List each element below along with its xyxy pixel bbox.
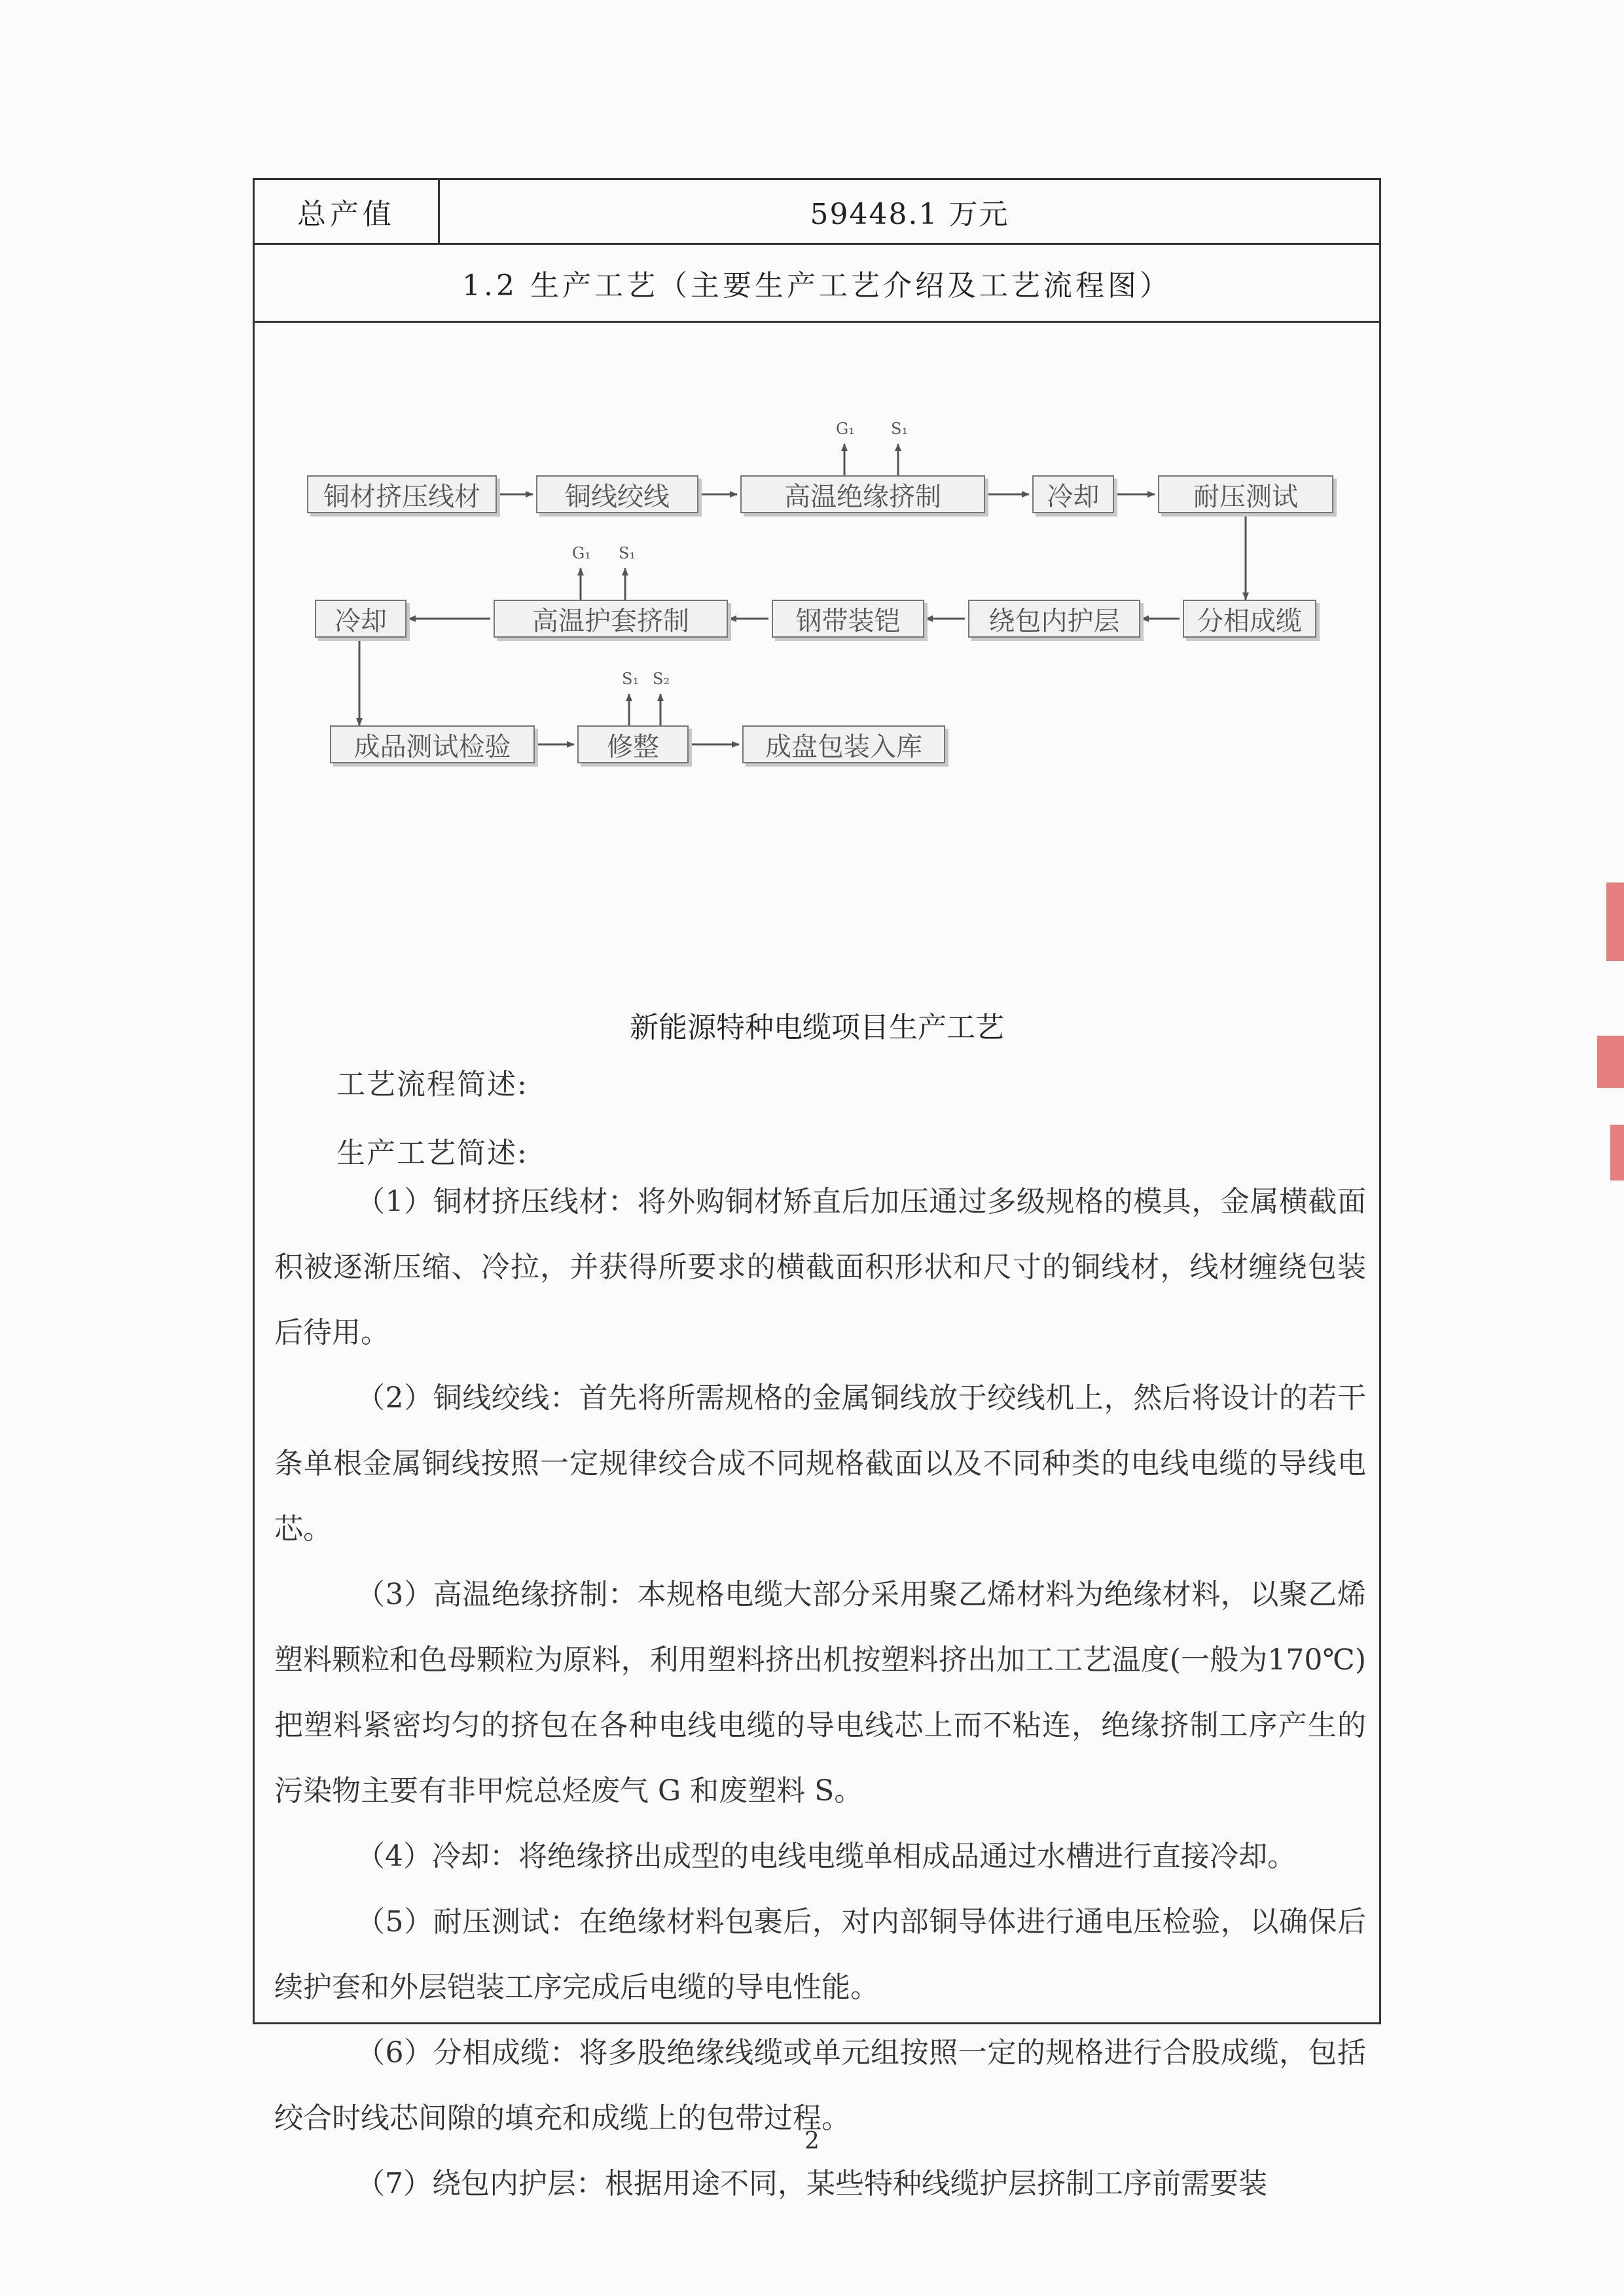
total-output-row [255, 180, 1379, 245]
paragraph-4: （4）冷却：将绝缘挤出成型的电线电缆单相成品通过水槽进行直接冷却。 [356, 1840, 1296, 1873]
flow-step-trimming: 修整 [577, 725, 689, 763]
emission-label: S₁ [622, 670, 640, 688]
flow-step-sheath-extrusion: 高温护套挤制 [494, 600, 728, 638]
emission-label: S₁ [891, 420, 909, 438]
page-number: 2 [804, 2128, 820, 2155]
paragraph-6: （6）分相成缆：将多股绝缘线缆或单元组按照一定的规格进行合股成缆，包括绞合时线芯间隙的填充和成缆上的包带过程。 [274, 2036, 1366, 2135]
paragraph-5: （5）耐压测试：在绝缘材料包裹后，对内部铜导体进行通电压检验，以确保后续护套和外层铠装工序完成后电缆的导电性能。 [274, 1905, 1366, 2004]
total-output-label: 总产值 [255, 180, 440, 243]
flow-step-steel-armoring: 钢带装铠 [772, 600, 924, 638]
paragraph-2: （2）铜线绞线：首先将所需规格的金属铜线放于绞线机上，然后将设计的若干条单根金属铜线按照一定规律绞合成不同规格截面以及不同种类的电线电缆的导线电芯。 [274, 1381, 1366, 1546]
emission-label: G₁ [836, 420, 855, 438]
flow-step-cabling: 分相成缆 [1183, 600, 1316, 638]
paragraph-3: （3）高温绝缘挤制：本规格电缆大部分采用聚乙烯材料为绝缘材料，以聚乙烯塑料颗粒和色母颗粒为原料，利用塑料挤出机按塑料挤出加工工艺温度(一般为170℃)把塑料紧密均匀的挤包在各种电线电缆的导电线芯上而不粘连，绝缘挤制工序产生的污染物主要有非甲烷总烃废气 G 和废塑料 S。 [274, 1578, 1366, 1808]
flow-step-insulation-extrusion: 高温绝缘挤制 [740, 475, 985, 513]
emission-label: S₂ [653, 670, 670, 688]
flowchart-caption: 新能源特种电缆项目生产工艺 [630, 1011, 1004, 1044]
form-table [253, 178, 1381, 2200]
emission-label: S₁ [619, 544, 636, 562]
flow-step-cooling-1: 冷却 [1032, 475, 1114, 513]
flow-step-copper-stranding: 铜线绞线 [536, 475, 698, 513]
flow-step-cooling-2: 冷却 [315, 600, 406, 638]
flowchart-connectors [255, 323, 1383, 977]
flow-step-inner-sheath: 绕包内护层 [968, 600, 1140, 638]
flow-step-voltage-test: 耐压测试 [1158, 475, 1333, 513]
paragraph-7: （7）绕包内护层：根据用途不同，某些特种线缆护层挤制工序前需要装 [356, 2167, 1267, 2200]
paragraph-1: （1）铜材挤压线材：将外购铜材矫直后加压通过多级规格的模具，金属横截面积被逐渐压缩、冷拉，并获得所要求的横截面积形状和尺寸的铜线材，线材缠绕包装后待用。 [274, 1185, 1366, 1349]
content-cell [255, 323, 1379, 2200]
heading-process-summary: 生产工艺简述: [336, 1137, 528, 1170]
total-output-value: 59448.1 万元 [810, 198, 1009, 231]
section-title: 1.2 生产工艺（主要生产工艺介绍及工艺流程图） [255, 245, 1379, 323]
heading-flow-summary: 工艺流程简述: [336, 1068, 528, 1101]
flow-step-copper-extrusion: 铜材挤压线材 [307, 475, 497, 513]
flow-step-final-inspection: 成品测试检验 [330, 725, 535, 763]
emission-label: G₁ [572, 544, 591, 562]
flow-step-packing-storage: 成盘包装入库 [742, 725, 945, 763]
